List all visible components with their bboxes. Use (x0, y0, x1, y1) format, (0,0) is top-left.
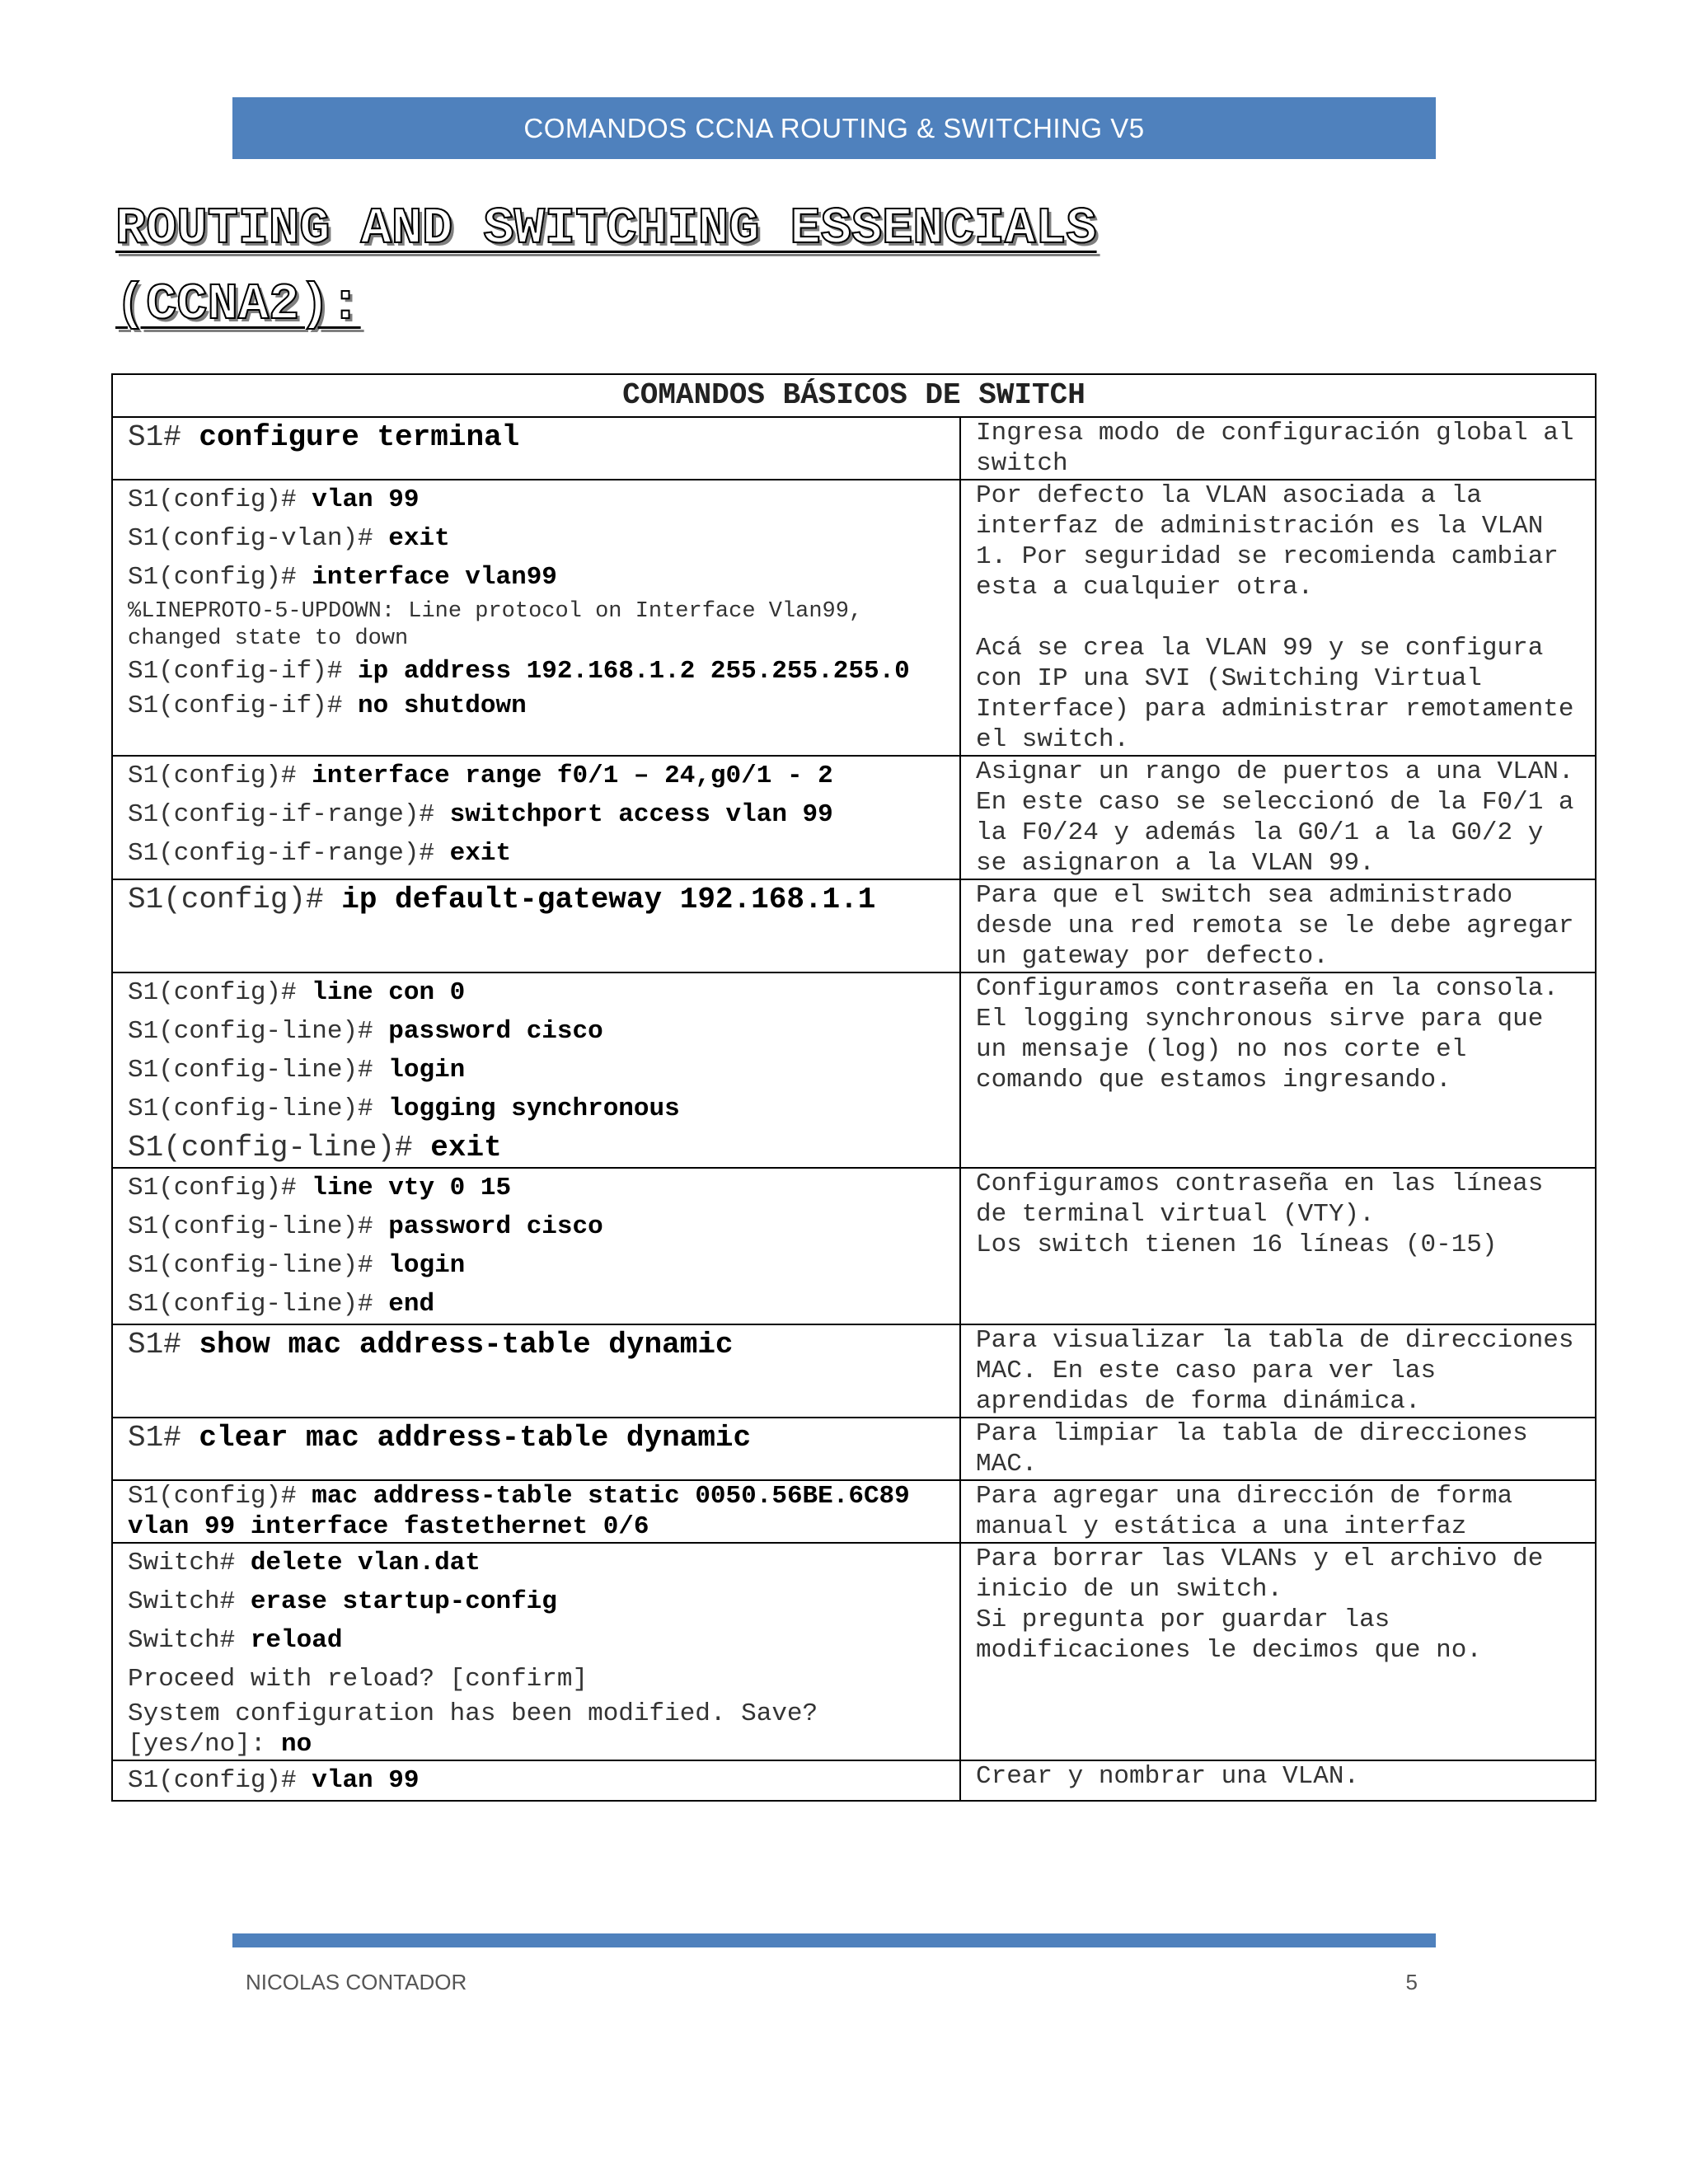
command-prompt: Switch# (128, 1626, 251, 1655)
table-row (112, 1543, 1596, 1760)
description-cell (960, 1543, 1596, 1760)
command-cell (112, 1324, 960, 1418)
command-text: password cisco (388, 1017, 603, 1046)
page-number: 5 (1405, 1970, 1418, 1994)
footer-bar (232, 1933, 1436, 1947)
description-text: Para que el switch sea administrado desde una red remota se le debe agregar un gateway por defecto. (976, 881, 1574, 971)
table-row (112, 480, 1596, 756)
command-text: no shutdown (358, 691, 527, 720)
description-text: Para agregar una dirección de forma manual y estática a una interfaz (976, 1482, 1513, 1541)
command-line (128, 1169, 945, 1207)
command-text: interface vlan99 (312, 563, 557, 592)
description-cell (960, 1324, 1596, 1418)
command-line (128, 1207, 945, 1246)
command-prompt: S1(config-vlan)# (128, 524, 389, 553)
command-line (128, 1285, 945, 1324)
description-cell (960, 756, 1596, 879)
description-text: Para visualizar la tabla de direcciones MAC. En este caso para ver las aprendidas de forma dinámica. (976, 1326, 1574, 1416)
table-row (112, 972, 1596, 1168)
description-cell (960, 1168, 1596, 1324)
description-text: Los switch tienen 16 líneas (0-15) (976, 1230, 1498, 1259)
command-prompt: S1# (128, 420, 199, 454)
command-cell (112, 972, 960, 1168)
document-title (115, 191, 1517, 343)
description-cell (960, 972, 1596, 1168)
command-text: delete vlan.dat (250, 1549, 481, 1577)
description-cell (960, 480, 1596, 756)
command-line (128, 834, 945, 873)
command-prompt: S1(config-line)# (128, 1094, 389, 1123)
command-line (128, 757, 945, 795)
description-cell (960, 879, 1596, 972)
command-cell (112, 1418, 960, 1480)
command-cell (112, 417, 960, 480)
description-text: Acá se crea la VLAN 99 y se configura con IP una SVI (Switching Virtual Interface) para administrar remotamente el switch. (976, 634, 1574, 754)
command-text: vlan 99 (312, 1766, 420, 1795)
command-line (128, 973, 945, 1012)
command-text: clear mac address-table dynamic (199, 1421, 752, 1455)
command-prompt: S1(config)# (128, 762, 312, 790)
description-text: Ingresa modo de configuración global al switch (976, 419, 1574, 478)
command-cell (112, 1480, 960, 1543)
table-row (112, 756, 1596, 879)
command-text: vlan 99 (312, 485, 420, 514)
description-text: En este caso se seleccionó de la F0/1 a la F0/24 y además la G0/1 a la G0/2 y se asignaron a la VLAN 99. (976, 788, 1574, 878)
description-text: Por defecto la VLAN asociada a la interfaz de administración es la VLAN 1. Por seguridad se recomienda cambiar esta a cualquier otra. (976, 481, 1559, 602)
command-line (128, 880, 945, 919)
command-line (128, 558, 945, 597)
table-heading: COMANDOS BÁSICOS DE SWITCH (112, 374, 1596, 417)
command-prompt: S1(config-if-range)# (128, 800, 450, 829)
commands-table (111, 373, 1597, 1802)
description-text: Configuramos contraseña en la consola. (976, 974, 1559, 1003)
description-text: Para borrar las VLANs y el archivo de inicio de un switch. (976, 1544, 1544, 1604)
command-text: switchport access vlan 99 (449, 800, 833, 829)
command-prompt: S1(config-line)# (128, 1290, 389, 1319)
command-line (128, 1544, 945, 1582)
command-line (128, 1621, 945, 1660)
table-body (112, 417, 1596, 1801)
description-text (976, 602, 1580, 633)
command-text: ip address 192.168.1.2 255.255.255.0 (358, 657, 910, 686)
table-row (112, 1168, 1596, 1324)
command-text: ip default-gateway 192.168.1.1 (341, 883, 876, 916)
table-row (112, 417, 1596, 480)
table-row (112, 879, 1596, 972)
command-text: password cisco (388, 1212, 603, 1241)
command-text: line vty 0 15 (312, 1174, 512, 1202)
command-cell (112, 480, 960, 756)
command-prompt: S1(config-line)# (128, 1251, 389, 1280)
header-title: COMANDOS CCNA ROUTING & SWITCHING V5 (523, 112, 1145, 143)
command-line (128, 1012, 945, 1051)
description-cell (960, 1480, 1596, 1543)
command-text: reload (250, 1626, 343, 1655)
command-text: erase startup-config (250, 1587, 557, 1616)
command-text: login (388, 1251, 466, 1280)
command-line (128, 1699, 945, 1760)
command-prompt: S1(config)# (128, 563, 312, 592)
description-cell (960, 1760, 1596, 1801)
command-text: line con 0 (312, 978, 466, 1007)
command-prompt: S1(config-line)# (128, 1212, 389, 1241)
table-header-row (112, 374, 1596, 417)
command-line (128, 480, 945, 519)
command-text: show mac address-table dynamic (199, 1328, 734, 1361)
description-text: Crear y nombrar una VLAN. (976, 1762, 1360, 1791)
command-line (128, 1582, 945, 1621)
command-text: configure terminal (199, 420, 520, 454)
document-title-line2: (CCNA2): (115, 275, 361, 334)
description-text: Configuramos contraseña en las líneas de terminal virtual (VTY). (976, 1169, 1544, 1229)
command-cell (112, 756, 960, 879)
table-row (112, 1324, 1596, 1418)
command-text: exit (449, 839, 512, 868)
command-prompt: S1(config)# (128, 485, 312, 514)
table-row (112, 1480, 1596, 1543)
header-bar (232, 97, 1436, 159)
command-prompt: S1(config)# (128, 978, 312, 1007)
command-prompt: S1(config)# (128, 1766, 312, 1795)
description-text: Asignar un rango de puertos a una VLAN. (976, 757, 1574, 786)
command-prompt: S1(config-line)# (128, 1056, 389, 1085)
description-cell (960, 417, 1596, 480)
command-prompt: Switch# (128, 1587, 251, 1616)
command-text: end (388, 1290, 435, 1319)
command-text: mac address-table static 0050.56BE.6C89 vlan 99 interface fastethernet 0/6 (128, 1482, 926, 1541)
command-cell (112, 1760, 960, 1801)
command-text: exit (430, 1131, 502, 1165)
command-line (128, 1246, 945, 1285)
command-line (128, 1128, 945, 1167)
command-prompt: %LINEPROTO-5-UPDOWN: Line protocol on Interface Vlan99, changed state to down (128, 599, 876, 651)
command-text: exit (388, 524, 450, 553)
command-line (128, 1761, 945, 1800)
command-prompt: S1(config)# (128, 883, 342, 916)
command-line (128, 656, 945, 687)
command-line (128, 1418, 945, 1457)
command-prompt: S1# (128, 1421, 199, 1455)
document-title-line1: ROUTING AND SWITCHING ESSENCIALS (115, 199, 1097, 258)
command-prompt: S1(config-line)# (128, 1131, 431, 1165)
command-line (128, 418, 945, 457)
command-text: login (388, 1056, 466, 1085)
description-text: Si pregunta por guardar las modificaciones le decimos que no. (976, 1605, 1482, 1665)
command-line (128, 687, 945, 725)
command-prompt: Proceed with reload? [confirm] (128, 1665, 588, 1694)
command-text: logging synchronous (388, 1094, 680, 1123)
command-text: interface range f0/1 – 24,g0/1 - 2 (312, 762, 833, 790)
command-prompt: S1(config)# (128, 1482, 312, 1511)
command-prompt: Switch# (128, 1549, 251, 1577)
command-line (128, 795, 945, 834)
description-text: El logging synchronous sirve para que un mensaje (log) no nos corte el comando que estamos ingresando. (976, 1005, 1544, 1094)
command-line (128, 1090, 945, 1128)
command-prompt: S1(config)# (128, 1174, 312, 1202)
command-cell (112, 1543, 960, 1760)
command-prompt: System configuration has been modified. Save? [yes/no]: (128, 1699, 833, 1759)
command-cell (112, 1168, 960, 1324)
command-prompt: S1# (128, 1328, 199, 1361)
command-prompt: S1(config-if)# (128, 691, 359, 720)
command-line (128, 1051, 945, 1090)
description-cell (960, 1418, 1596, 1480)
command-line (128, 519, 945, 558)
command-line (128, 597, 945, 656)
command-line (128, 1660, 945, 1699)
description-text: Para limpiar la tabla de direcciones MAC. (976, 1419, 1528, 1479)
table-row (112, 1760, 1596, 1801)
command-text: no (281, 1730, 312, 1759)
command-prompt: S1(config-line)# (128, 1017, 389, 1046)
command-prompt: S1(config-if-range)# (128, 839, 450, 868)
footer-author: NICOLAS CONTADOR (246, 1970, 467, 1994)
command-line (128, 1325, 945, 1364)
command-cell (112, 879, 960, 972)
table-row (112, 1418, 1596, 1480)
command-line (128, 1481, 945, 1542)
command-prompt: S1(config-if)# (128, 657, 359, 686)
